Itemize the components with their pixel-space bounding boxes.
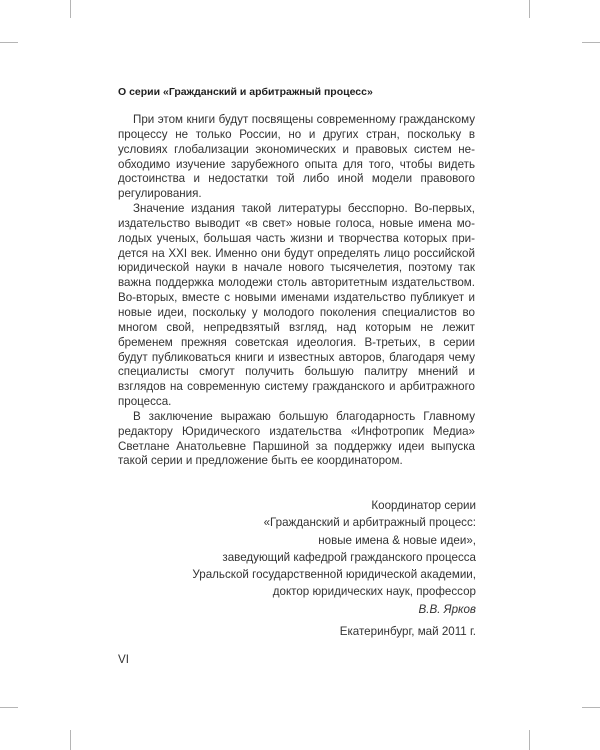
crop-mark-left-top [0, 42, 18, 43]
paragraph-1: При этом книги будут посвящены современному гражданскому процессу не только России, но и других стран, поскольку в условиях глобализации экономических и правовых систем необходимо изучение зарубежного опыта для того, чтобы видеть достоинства и недостатки той либо иной модели правового регулирования. [118, 113, 475, 201]
signature-position-line-2: Уральской государственной юридической академии, [192, 568, 476, 582]
crop-mark-right-top [582, 42, 600, 43]
signature-name: В.В. Ярков [418, 602, 476, 616]
signature-position-line-1: заведующий кафедрой гражданского процесса [222, 550, 476, 564]
crop-mark-right-bottom [582, 707, 600, 708]
place-date: Екатеринбург, май 2011 г. [339, 625, 476, 638]
paragraph-2: Значение издания такой литературы бесспорно. Во-первых, издательство выводит «в свет» новые голоса, новые имена молодых ученых, большая часть жизни и творчества которых придется на XXI век. Именно они будут определять лицо российской юридической науки в начале нового тысячелетия, поэтому так важна поддержка молодежи столь авторитетным издательством. Во-вторых, вместе с новыми именами издательство публикует и новые идеи, поскольку у молодого поколения специалистов во многом свой, непредвзятый взгляд, над которым не лежит бременем прежняя советская идеология. В-третьих, в серии будут публиковаться книги и известных авторов, благодаря чему специалисты смогут получить большую палитру мнений и взглядов на современную систему гражданского и арбитражного процесса. [118, 202, 475, 409]
crop-mark-top-right [529, 0, 530, 18]
body-text [118, 113, 475, 469]
signature-series-line-2: новые имена & новые идеи», [318, 533, 476, 547]
crop-mark-left-bottom [0, 707, 18, 708]
signature-series-line-1: «Гражданский и арбитражный процесс: [263, 516, 476, 530]
signature-block [116, 497, 476, 618]
crop-mark-bottom-left [70, 730, 71, 750]
signature-role: Координатор серии [371, 499, 476, 512]
page-number: VI [118, 653, 129, 666]
signature-degree: доктор юридических наук, профессор [272, 585, 476, 599]
paragraph-3: В заключение выражаю большую благодарность Главному редактору Юридического издательства «Инфотропик Медиа» Светлане Анатольевне Паршиной за поддержку идеи выпуска такой серии и предложение быть ее координатором. [118, 409, 475, 468]
crop-mark-top-left [70, 0, 71, 18]
crop-mark-bottom-right [529, 730, 530, 750]
running-head: О серии «Гражданский и арбитражный процесс» [118, 86, 373, 98]
